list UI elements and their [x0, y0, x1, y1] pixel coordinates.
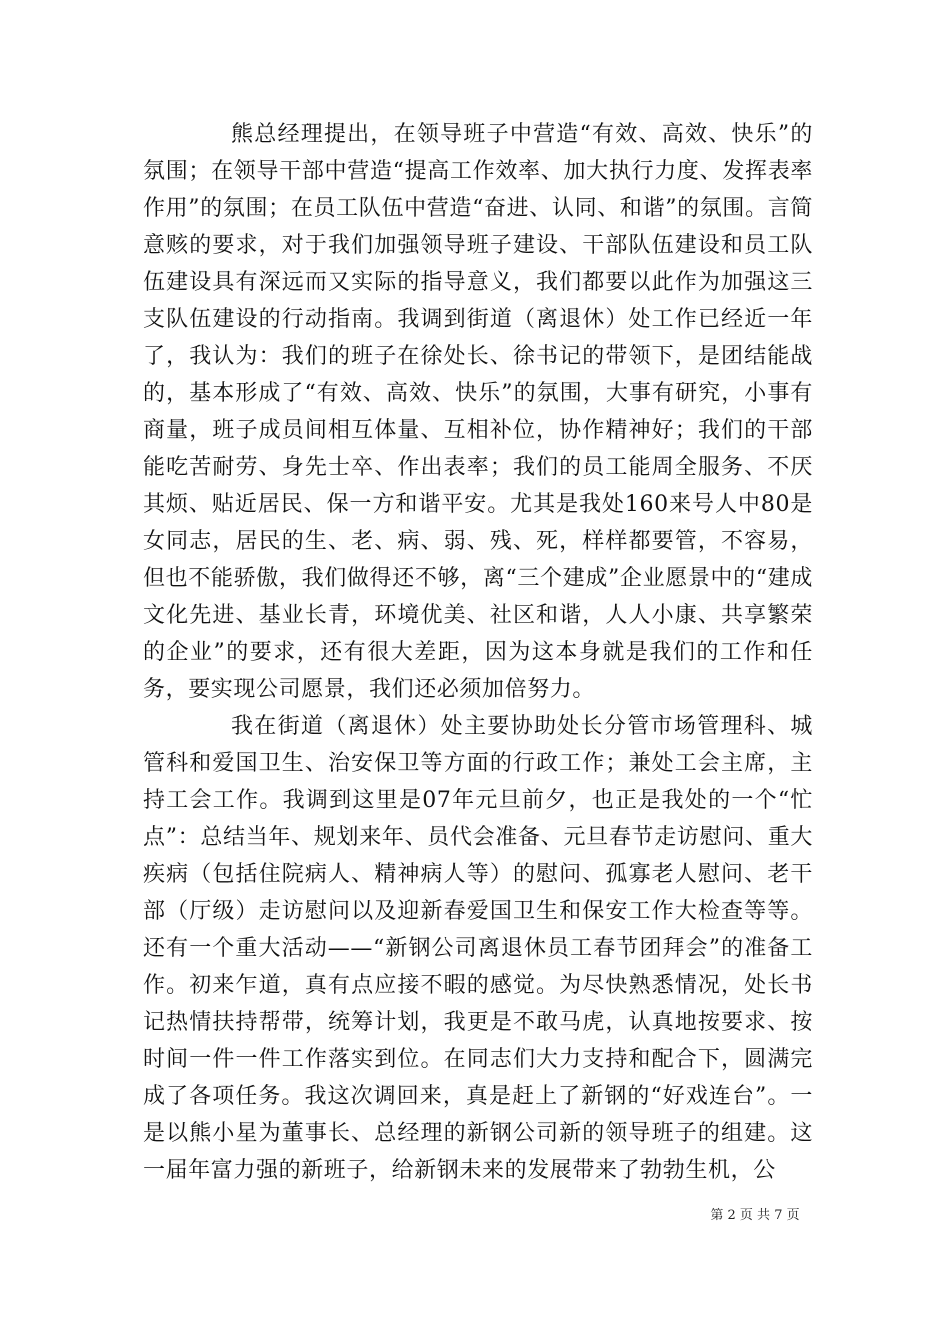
document-body [143, 116, 813, 1189]
page-number-footer: 第 2 页 共 7 页 [710, 1208, 800, 1223]
paragraph-2: 我在街道（离退休）处主要协助处长分管市场管理科、城管科和爱国卫生、治安保卫等方面的行政工作；兼处工会主席，主持工会工作。我调到这里是07年元旦前夕，也正是我处的一个“忙点”：总结当年、规划来年、员代会准备、元旦春节走访慰问、重大疾病（包括住院病人、精神病人等）的慰问、孤寡老人慰问、老干部（厅级）走访慰问以及迎新春爱国卫生和保安工作大检查等等。还有一个重大活动——“新钢公司离退休员工春节团拜会”的准备工作。初来乍道，真有点应接不暇的感觉。为尽快熟悉情况，处长书记热情扶持帮带，统筹计划，我更是不敢马虎，认真地按要求、按时间一件一件工作落实到位。在同志们大力支持和配合下，圆满完成了各项任务。我这次调回来，真是赶上了新钢的“好戏连台”。一是以熊小星为董事长、总经理的新钢公司新的领导班子的组建。这一届年富力强的新班子，给新钢未来的发展带来了勃勃生机，公 [143, 714, 813, 1183]
paragraph-1: 熊总经理提出，在领导班子中营造“有效、高效、快乐”的氛围；在领导干部中营造“提高工作效率、加大执行力度、发挥表率作用”的氛围；在员工队伍中营造“奋进、认同、和谐”的氛围。言简意赅的要求，对于我们加强领导班子建设、干部队伍建设和员工队伍建设具有深远而又实际的指导意义，我们都要以此作为加强这三支队伍建设的行动指南。我调到街道（离退休）处工作已经近一年了，我认为：我们的班子在徐处长、徐书记的带领下，是团结能战的，基本形成了“有效、高效、快乐”的氛围，大事有研究，小事有商量，班子成员间相互体量、互相补位，协作精神好；我们的干部能吃苦耐劳、身先士卒、作出表率；我们的员工能周全服务、不厌其烦、贴近居民、保一方和谐平安。尤其是我处160来号人中80是女同志，居民的生、老、病、弱、残、死，样样都要管，不容易，但也不能骄傲，我们做得还不够，离“三个建成”企业愿景中的“建成文化先进、基业长青，环境优美、社区和谐，人人小康、共享繁荣的企业”的要求，还有很大差距，因为这本身就是我们的工作和任务，要实现公司愿景，我们还必须加倍努力。 [143, 122, 813, 702]
